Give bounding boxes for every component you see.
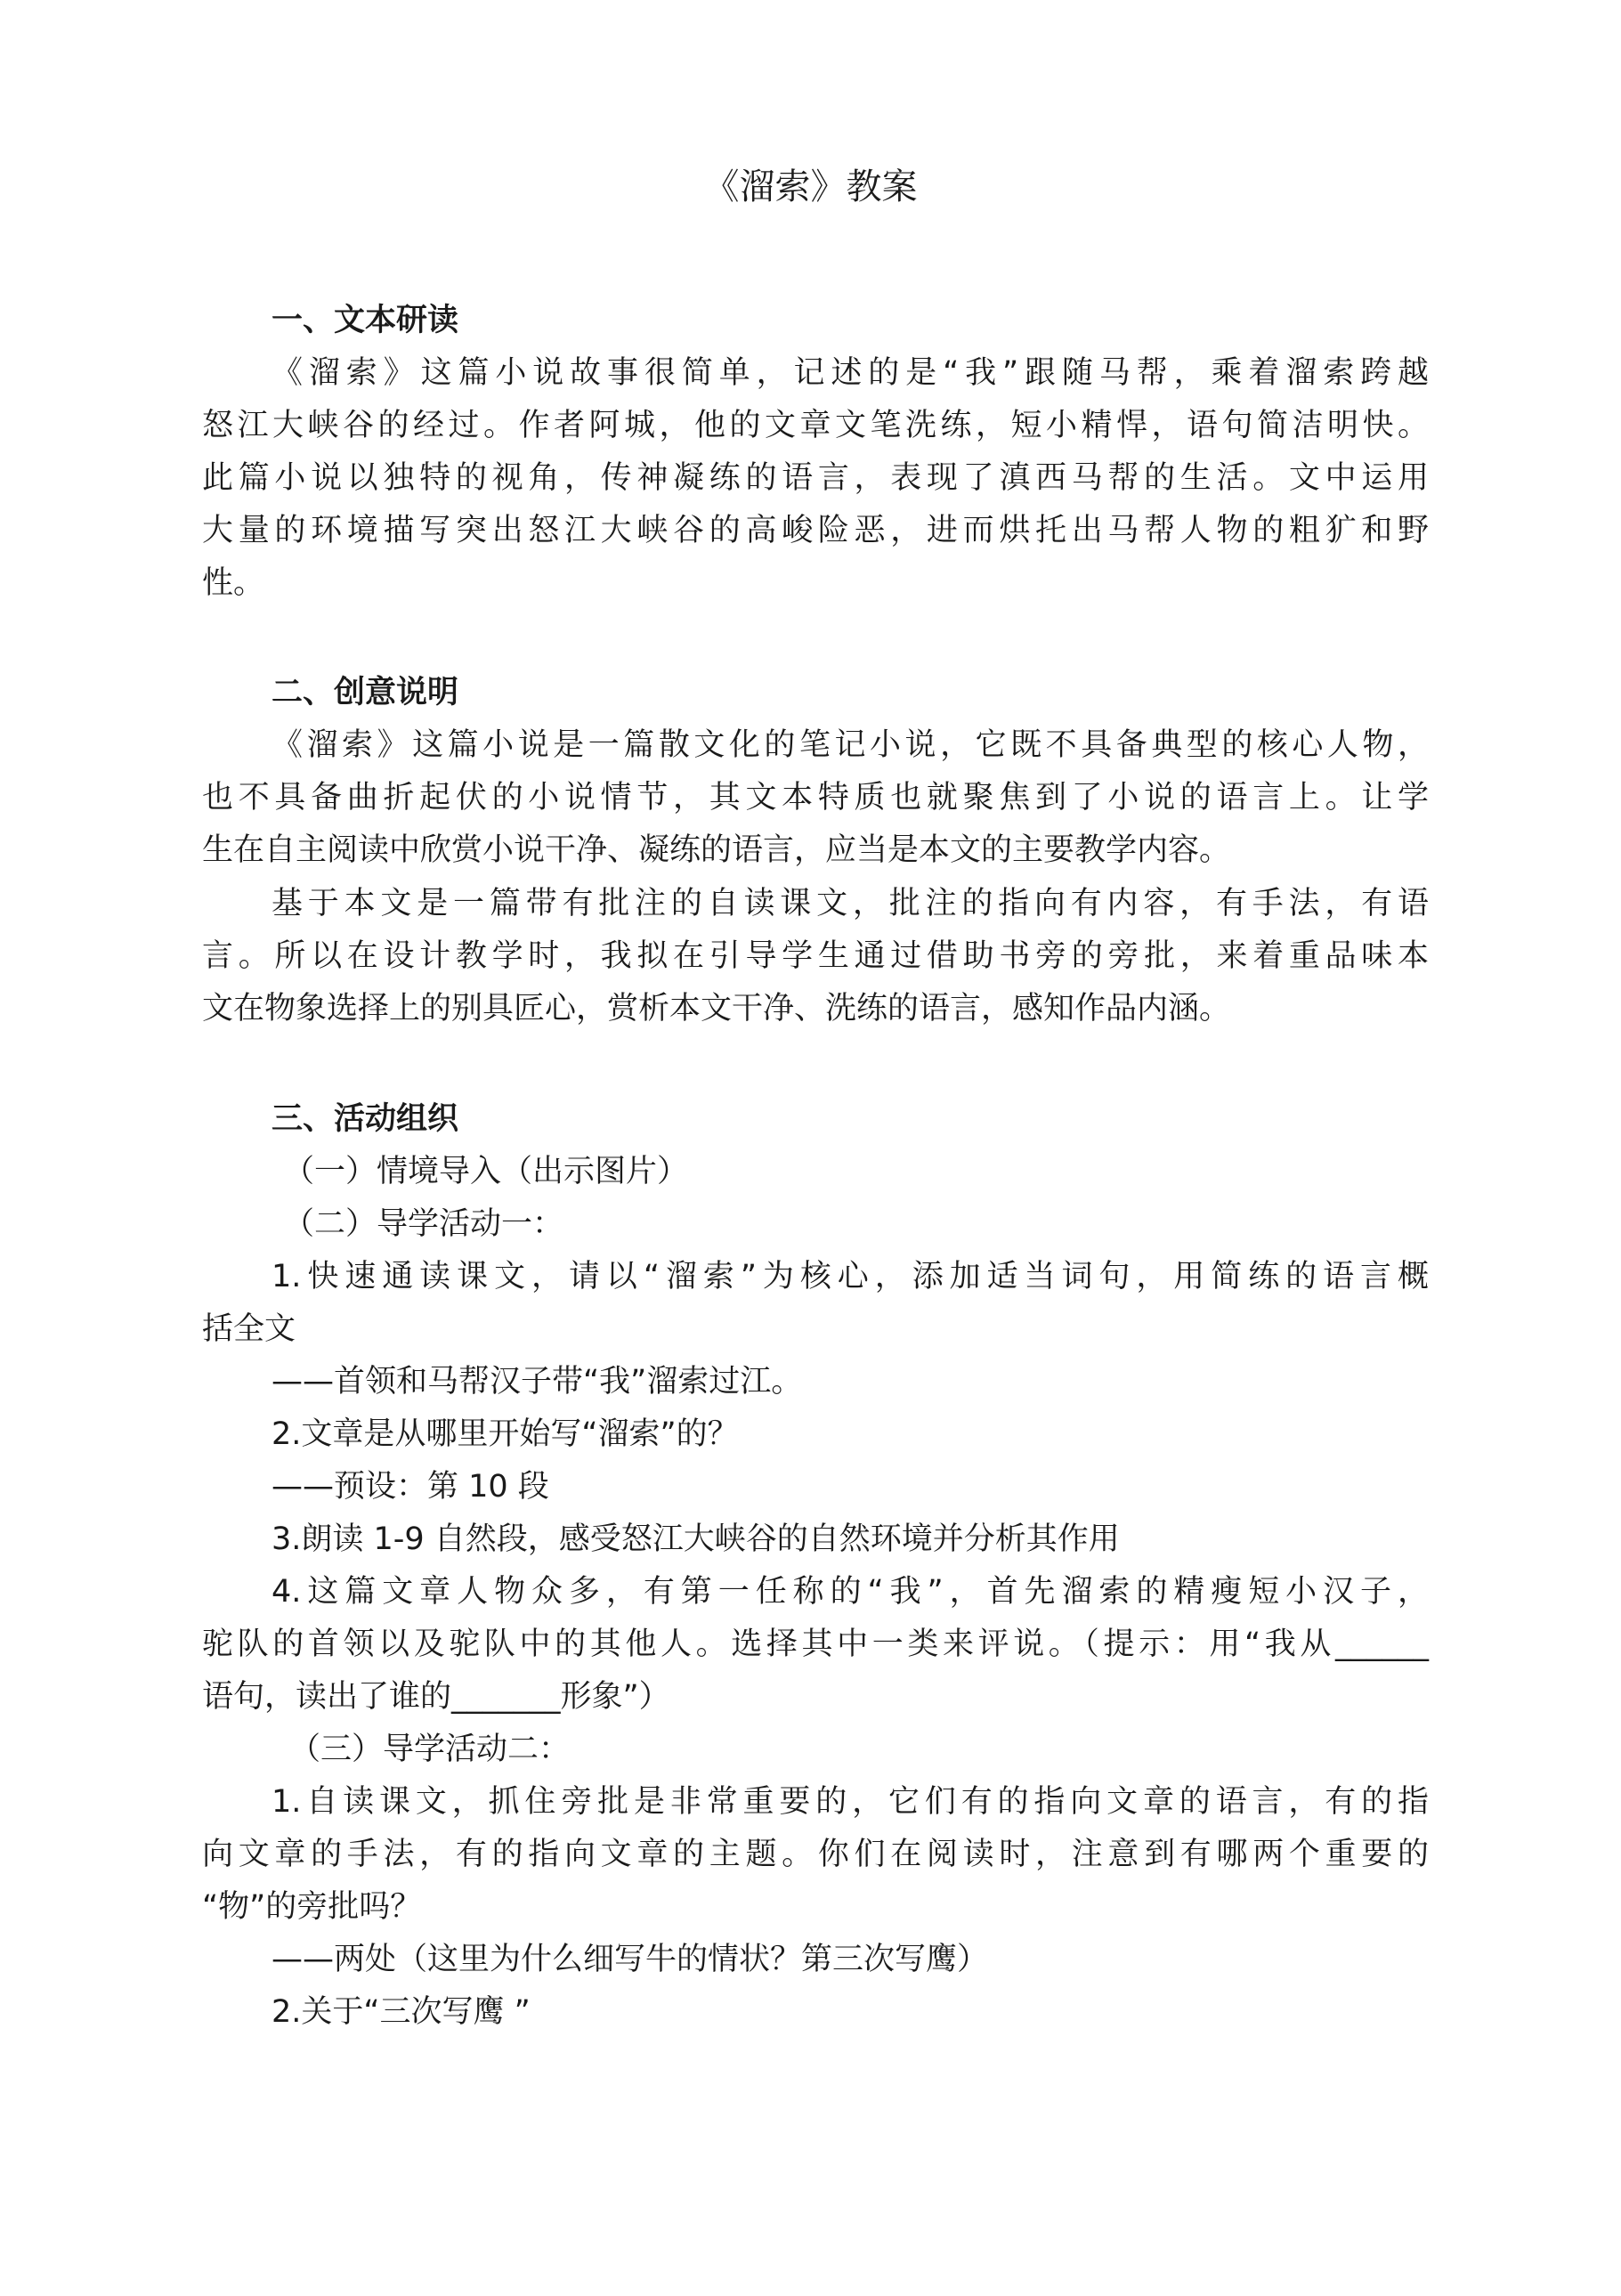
paragraph-line: 言。所以在设计教学时，我拟在引导学生通过借助书旁的旁批，来着重品味本 <box>202 938 1429 974</box>
question-line: 1.快速通读课文，请以“溜索”为核心，添加适当词句，用简练的语言概 <box>272 1259 1429 1294</box>
answer-line: ——预设：第 10 段 <box>272 1469 549 1505</box>
paragraph-line: 《溜索》这篇小说故事很简单，记述的是“我”跟随马帮，乘着溜索跨越 <box>272 355 1429 391</box>
subsection-heading: （三）导学活动二： <box>289 1732 571 1767</box>
subsection-heading: （二）导学活动一： <box>283 1206 564 1242</box>
question-line: “物”的旁批吗？ <box>202 1889 422 1925</box>
paragraph-line: 也不具备曲折起伏的小说情节，其文本特质也就聚焦到了小说的语言上。让学 <box>202 780 1429 815</box>
question-line: 1.自读课文，抓住旁批是非常重要的，它们有的指向文章的语言，有的指 <box>272 1784 1429 1820</box>
section-heading-creative-notes: 二、创意说明 <box>272 675 459 710</box>
question-line: 3.朗读 1-9 自然段，感受怒江大峡谷的自然环境并分析其作用 <box>272 1521 1120 1557</box>
paragraph-line: 怒江大峡谷的经过。作者阿城，他的文章文笔洗练，短小精悍，语句简洁明快。 <box>202 408 1429 443</box>
question-line: 括全文 <box>202 1311 296 1347</box>
paragraph-line: 生在自主阅读中欣赏小说干净、凝练的语言，应当是本文的主要教学内容。 <box>202 832 1231 868</box>
question-line: 驼队的首领以及驼队中的其他人。选择其中一类来评说。（提示：用“我从______ <box>202 1627 1429 1662</box>
paragraph-line: 基于本文是一篇带有批注的自读课文，批注的指向有内容，有手法，有语 <box>272 886 1429 921</box>
answer-line: ——两处（这里为什么细写牛的情状？第三次写鹰） <box>272 1942 989 1977</box>
question-line: 4.这篇文章人物众多，有第一任称的“我”，首先溜索的精瘦短小汉子， <box>272 1574 1429 1610</box>
paragraph-line: 此篇小说以独特的视角，传神凝练的语言，表现了滇西马帮的生活。文中运用 <box>202 460 1429 496</box>
question-line: 2.文章是从哪里开始写“溜索”的？ <box>272 1416 739 1452</box>
question-line: 2.关于“三次写鹰 ” <box>272 1994 531 2030</box>
paragraph-line: 《溜索》这篇小说是一篇散文化的笔记小说，它既不具备典型的核心人物， <box>272 727 1429 763</box>
paragraph-line: 文在物象选择上的别具匠心，赏析本文干净、洗练的语言，感知作品内涵。 <box>202 991 1231 1026</box>
subsection-heading: （一）情境导入（出示图片） <box>283 1154 689 1189</box>
answer-line: ——首领和马帮汉子带“我”溜索过江。 <box>272 1364 803 1400</box>
paragraph-line: 大量的环境描写突出怒江大峡谷的高峻险恶，进而烘托出马帮人物的粗犷和野 <box>202 513 1429 548</box>
question-line: 语句，读出了谁的_______形象”） <box>202 1679 670 1715</box>
paragraph-line: 性。 <box>202 565 265 601</box>
section-heading-activity-organization: 三、活动组织 <box>272 1101 459 1137</box>
section-heading-text-study: 一、文本研读 <box>272 303 459 338</box>
page-title: 《溜索》教案 <box>703 166 918 207</box>
question-line: 向文章的手法，有的指向文章的主题。你们在阅读时，注意到有哪两个重要的 <box>202 1837 1429 1872</box>
